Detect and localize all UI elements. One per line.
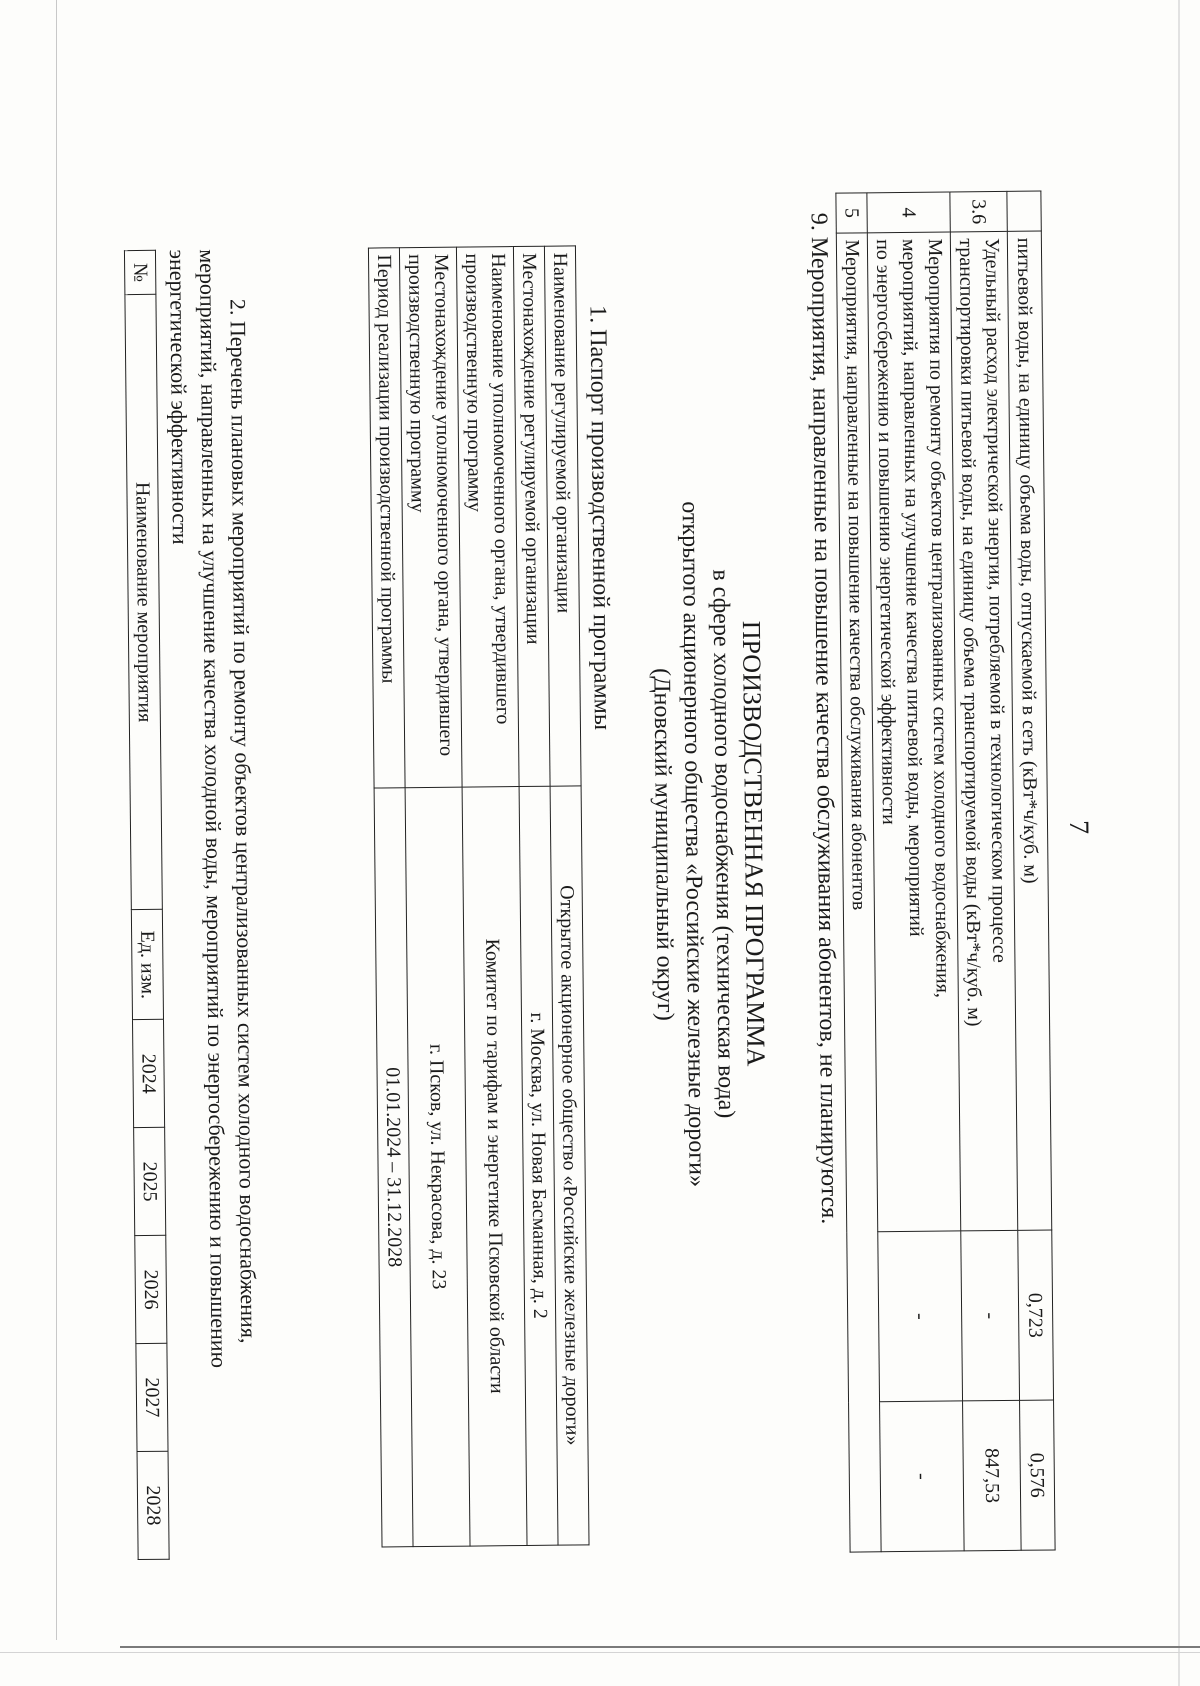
passport-label: Период реализации производственной программы	[368, 248, 405, 788]
section-2-line: 2. Перечень плановых мероприятий по ремонту объектов централизованных систем холодного водоснабжения,	[225, 298, 262, 1344]
passport-value: Комитет по тарифам и энергетике Псковской области	[462, 786, 527, 1546]
passport-label: Наименование регулируемой организации	[544, 246, 581, 786]
indicator-value-1: -	[878, 1231, 963, 1402]
row-number: 4	[867, 192, 950, 233]
page-number: 7	[1062, 820, 1095, 835]
top-indicators-table	[835, 191, 1055, 1553]
header-number: №	[124, 250, 155, 294]
section-2-text	[162, 249, 266, 1560]
header-year-2026: 2026	[135, 1235, 167, 1343]
passport-value: Открытое акционерное общество «Российские железные дороги»	[550, 785, 589, 1545]
section-2-line: мероприятий, направленных на улучшение качества холодной воды, мероприятий по энергосбережению и повышению	[194, 249, 232, 1369]
scan-edge-left	[56, 0, 57, 1640]
table-header-row	[124, 250, 169, 1559]
indicator-value-1: -	[961, 1230, 1020, 1400]
indicator-value-2: -	[880, 1401, 965, 1552]
header-unit: Ед. изм.	[131, 910, 163, 1020]
section-2-line: энергетической эффективности	[164, 249, 194, 545]
row-number	[1007, 191, 1041, 231]
header-measure-name: Наименование мероприятия	[125, 294, 162, 910]
passport-label: Местонахождение уполномоченного органа, утвердившего производственную программу	[399, 247, 462, 787]
row-number: 5	[836, 193, 867, 233]
passport-heading: 1. Паспорт производственной программы	[584, 305, 615, 731]
program-subtitle-sphere: в сфере холодного водоснабжения (техническая вода)	[707, 569, 740, 1119]
passport-value: г. Псков, ул. Некрасова, д. 23	[405, 787, 470, 1547]
indicator-text: Удельный расход электрической энергии, потребляемой в технологическом процессе транспортировки питьевой воды, на единицу объема транспортируемой воды (кВт*ч/куб. м)	[950, 231, 1017, 1231]
table-row	[867, 192, 964, 1552]
row-number: 3.6	[950, 191, 1007, 232]
measures-table	[124, 250, 170, 1560]
indicator-value-2: 847,53	[963, 1400, 1022, 1551]
program-title-block	[643, 393, 772, 1294]
passport-label: Местонахождение регулируемой организации	[513, 246, 550, 786]
indicator-text: питьевой воды, на единицу объема воды, отпускаемой в сеть (кВт*ч/куб. м)	[1007, 231, 1051, 1230]
program-subtitle-district: (Дновский муниципальный округ)	[648, 668, 679, 1021]
passport-value: г. Москва, ул. Новая Басманная, д. 2	[519, 786, 558, 1546]
indicator-value-2: 0,576	[1020, 1400, 1056, 1550]
passport-label: Наименование уполномоченного органа, утвердившего производственную программу	[456, 247, 519, 787]
section-9-text: 9. Мероприятия, направленные на повышение качества обслуживания абонентов, не планируются.	[805, 212, 843, 1225]
indicator-value-1: 0,723	[1018, 1230, 1054, 1400]
passport-table	[368, 245, 590, 1547]
header-year-2025: 2025	[134, 1127, 166, 1235]
program-subtitle-org: открытого акционерного общества «Российские железные дороги»	[676, 501, 710, 1188]
header-year-2027: 2027	[136, 1343, 168, 1451]
indicator-text: Мероприятия по ремонту объектов централизованных систем холодного водоснабжения, мероприятий, направленных на улучшение качества питьевой воды, мероприятий по энергосбережению и повышению энергетической эффективности	[867, 232, 960, 1232]
indicator-text: Мероприятия, направленные на повышение качества обслуживания абонентов	[836, 233, 881, 1552]
program-title: ПРОИЗВОДСТВЕННАЯ ПРОГРАММА	[736, 620, 771, 1067]
scan-edge-right	[1178, 0, 1180, 1686]
header-year-2028: 2028	[137, 1451, 169, 1559]
rotated-document-content	[70, 60, 1107, 1671]
passport-value: 01.01.2024 – 31.12.2028	[374, 787, 413, 1547]
header-year-2024: 2024	[132, 1020, 164, 1128]
